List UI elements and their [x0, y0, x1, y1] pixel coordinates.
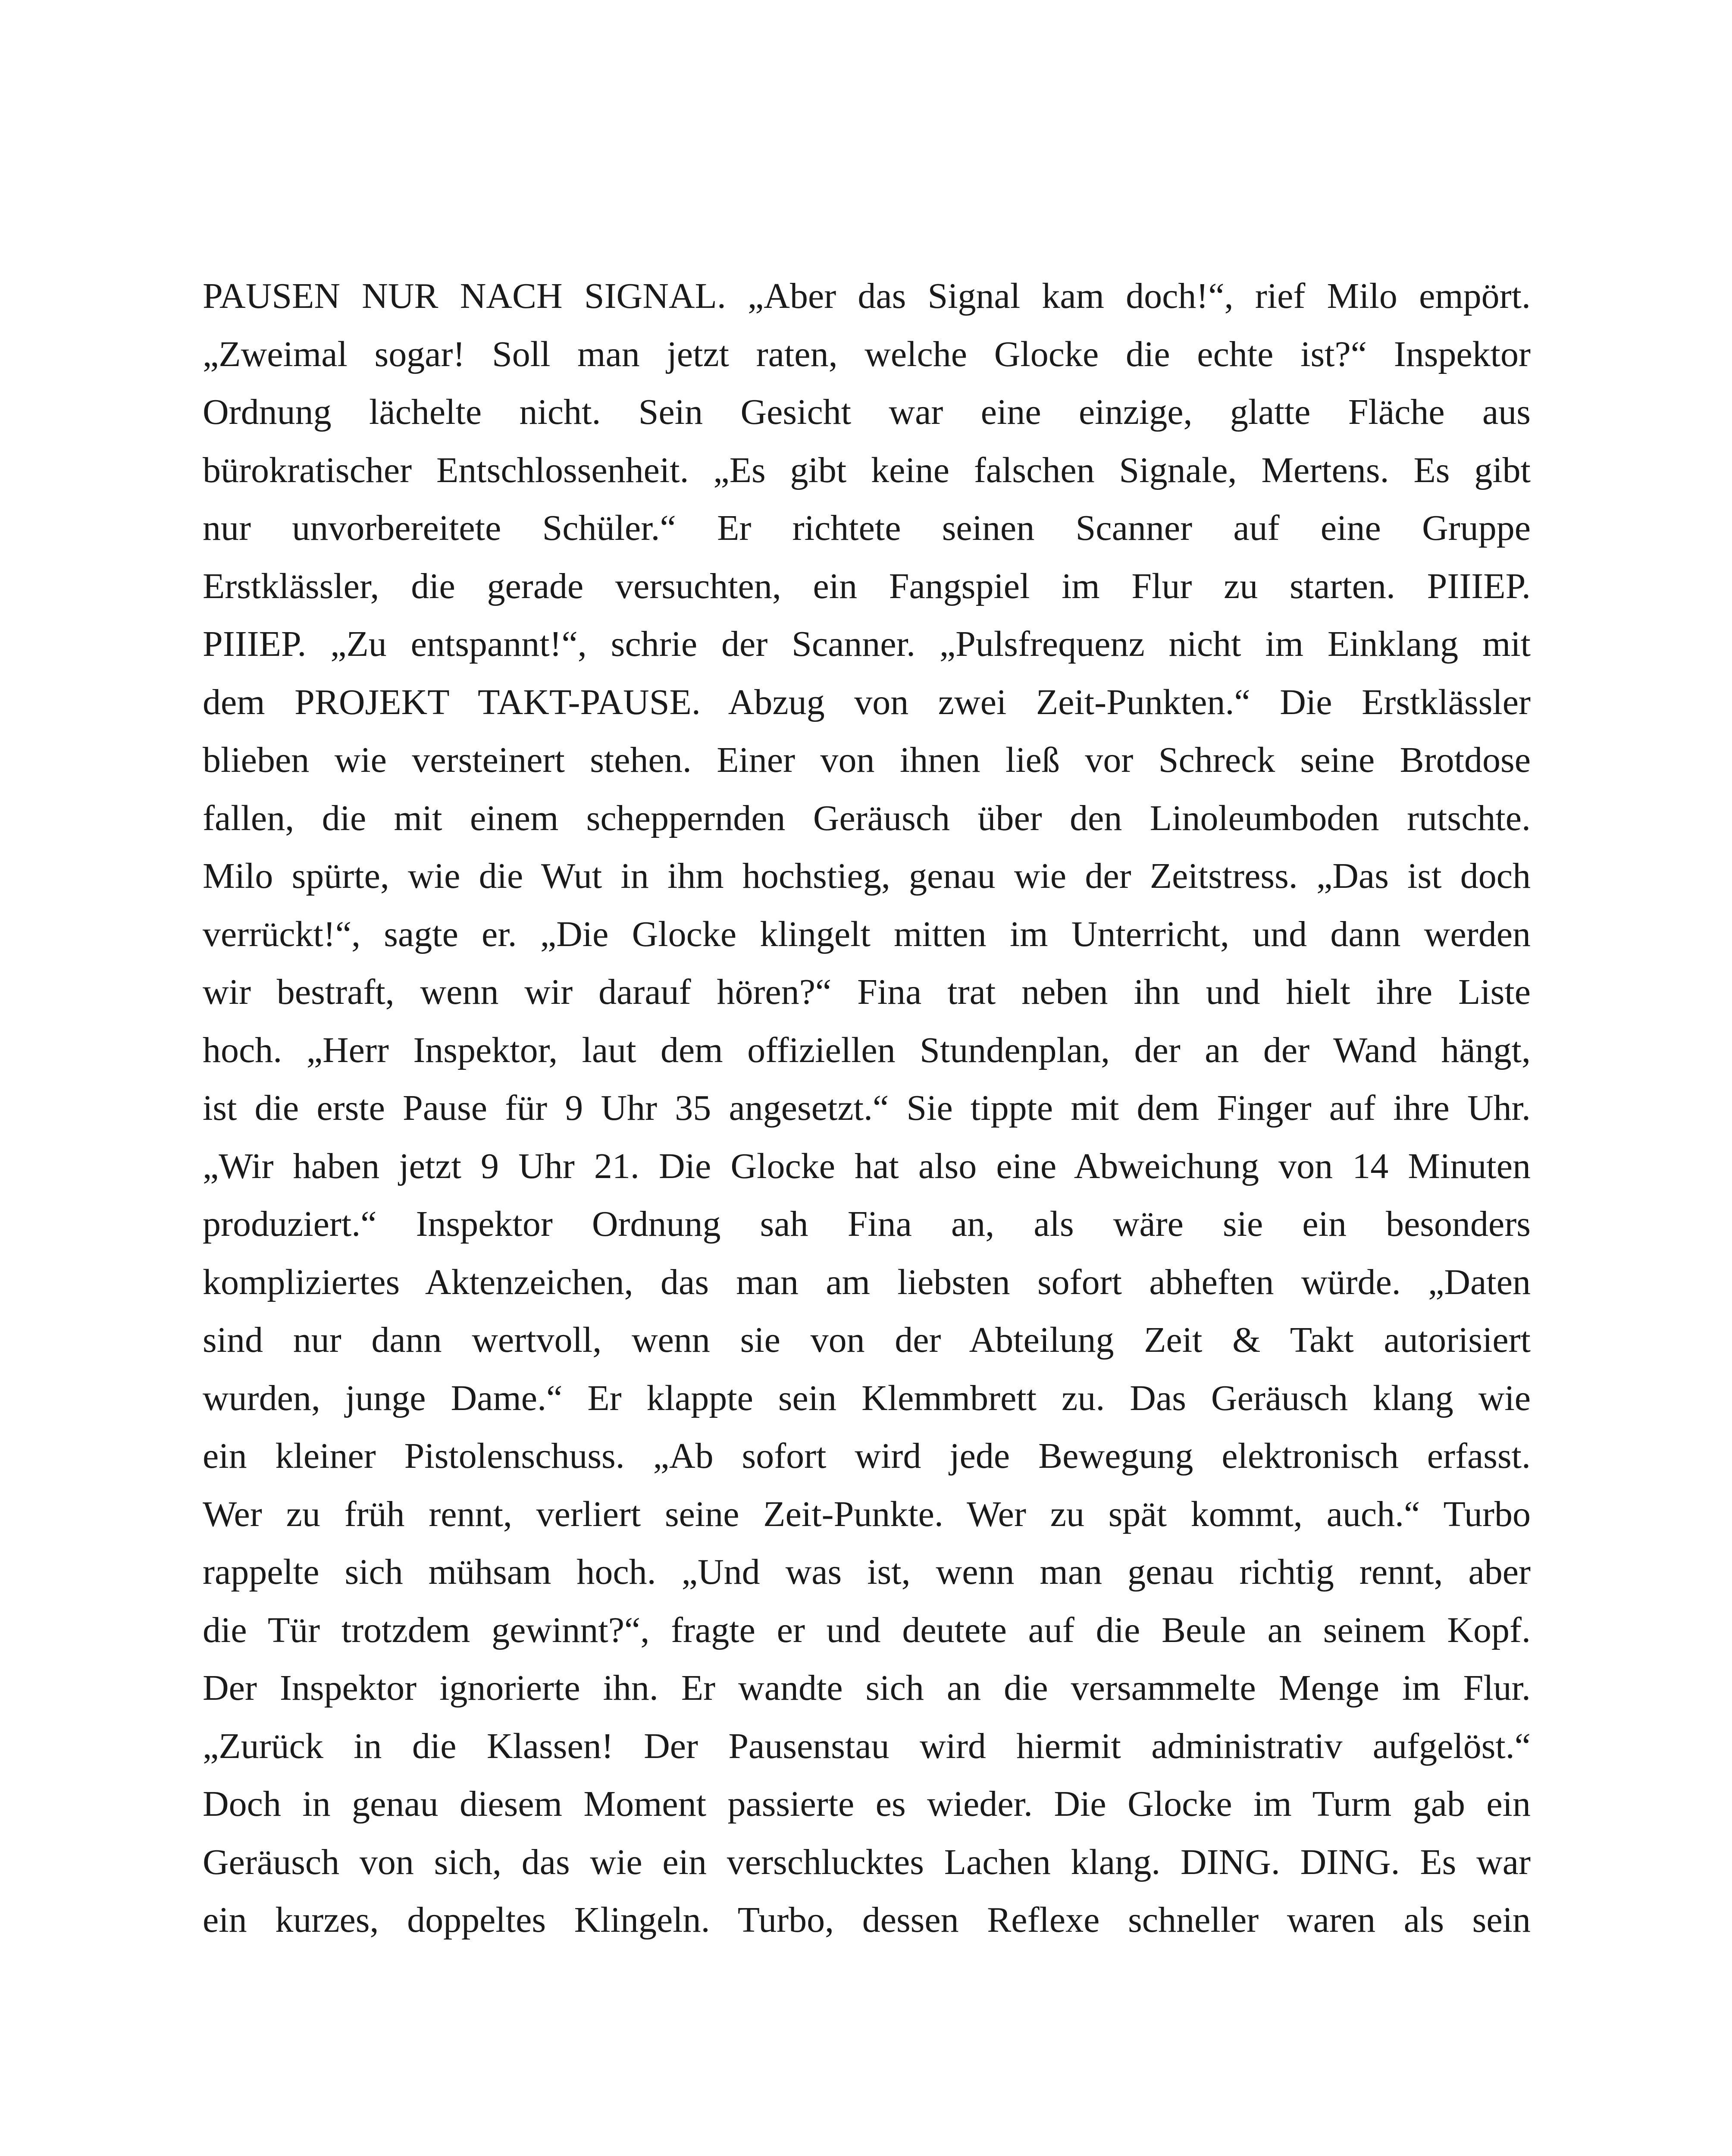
text-line: dem PROJEKT TAKT-PAUSE. Abzug von zwei Zeit-Punkten.“ Die Erstklässler: [203, 682, 1531, 722]
text-line: Wer zu früh rennt, verliert seine Zeit-Punkte. Wer zu spät kommt, auch.“ Turbo: [203, 1494, 1531, 1534]
text-line: die Tür trotzdem gewinnt?“, fragte er und deutete auf die Beule an seinem Kopf.: [203, 1610, 1531, 1650]
text-line: „Wir haben jetzt 9 Uhr 21. Die Glocke hat also eine Abweichung von 14 Minuten: [203, 1146, 1531, 1186]
text-line: PIIIEP. „Zu entspannt!“, schrie der Scanner. „Pulsfrequenz nicht im Einklang mit: [203, 624, 1531, 664]
text-line: ein kurzes, doppeltes Klingeln. Turbo, dessen Reflexe schneller waren als sein: [203, 1900, 1531, 1940]
body-text: [203, 267, 1531, 1949]
text-line: bürokratischer Entschlossenheit. „Es gibt keine falschen Signale, Mertens. Es gibt: [203, 450, 1531, 490]
text-line: hoch. „Herr Inspektor, laut dem offiziellen Stundenplan, der an der Wand hängt,: [203, 1030, 1531, 1070]
text-line: fallen, die mit einem scheppernden Geräusch über den Linoleumboden rutschte.: [203, 798, 1531, 838]
text-line: PAUSEN NUR NACH SIGNAL. „Aber das Signal kam doch!“, rief Milo empört.: [203, 276, 1531, 316]
text-line: produziert.“ Inspektor Ordnung sah Fina an, als wäre sie ein besonders: [203, 1204, 1531, 1244]
text-line: verrückt!“, sagte er. „Die Glocke klingelt mitten im Unterricht, und dann werden: [203, 914, 1531, 954]
text-line: ist die erste Pause für 9 Uhr 35 angesetzt.“ Sie tippte mit dem Finger auf ihre Uhr.: [203, 1088, 1531, 1128]
text-line: rappelte sich mühsam hoch. „Und was ist, wenn man genau richtig rennt, aber: [203, 1552, 1531, 1592]
text-line: Ordnung lächelte nicht. Sein Gesicht war eine einzige, glatte Fläche aus: [203, 392, 1531, 432]
text-line: Erstklässler, die gerade versuchten, ein Fangspiel im Flur zu starten. PIIIEP.: [203, 566, 1531, 606]
text-line: Der Inspektor ignorierte ihn. Er wandte sich an die versammelte Menge im Flur.: [203, 1668, 1531, 1708]
text-line: sind nur dann wertvoll, wenn sie von der Abteilung Zeit & Takt autorisiert: [203, 1320, 1531, 1360]
text-line: ein kleiner Pistolenschuss. „Ab sofort wird jede Bewegung elektronisch erfasst.: [203, 1436, 1531, 1476]
text-line: Doch in genau diesem Moment passierte es wieder. Die Glocke im Turm gab ein: [203, 1784, 1531, 1824]
text-line: wurden, junge Dame.“ Er klappte sein Klemmbrett zu. Das Geräusch klang wie: [203, 1378, 1531, 1418]
text-line: „Zurück in die Klassen! Der Pausenstau wird hiermit administrativ aufgelöst.“: [203, 1726, 1531, 1766]
text-line: „Zweimal sogar! Soll man jetzt raten, welche Glocke die echte ist?“ Inspektor: [203, 334, 1531, 374]
text-line: Milo spürte, wie die Wut in ihm hochstieg, genau wie der Zeitstress. „Das ist doch: [203, 856, 1531, 896]
text-line: blieben wie versteinert stehen. Einer von ihnen ließ vor Schreck seine Brotdose: [203, 740, 1531, 780]
text-line: nur unvorbereitete Schüler.“ Er richtete seinen Scanner auf eine Gruppe: [203, 508, 1531, 548]
text-line: kompliziertes Aktenzeichen, das man am liebsten sofort abheften würde. „Daten: [203, 1262, 1531, 1302]
text-line: Geräusch von sich, das wie ein verschlucktes Lachen klang. DING. DING. Es war: [203, 1842, 1531, 1882]
text-line: wir bestraft, wenn wir darauf hören?“ Fina trat neben ihn und hielt ihre Liste: [203, 972, 1531, 1012]
